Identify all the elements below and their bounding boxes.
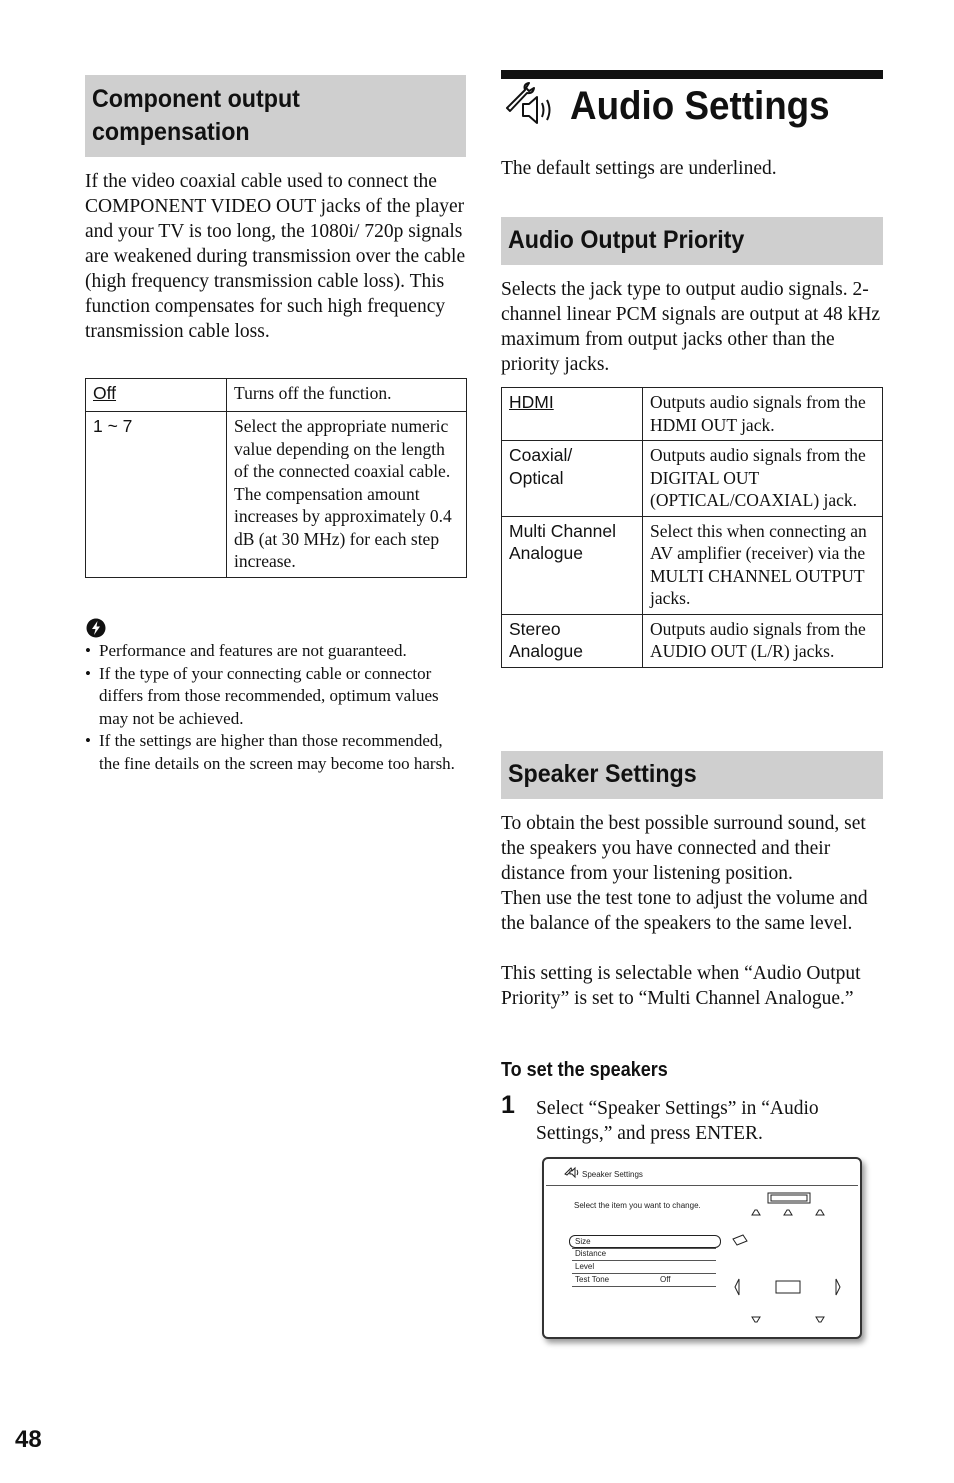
compensation-table	[85, 378, 467, 578]
hint-icon	[86, 618, 106, 638]
default-note: The default settings are underlined.	[501, 158, 777, 179]
menu-label-size: Size	[575, 1237, 591, 1246]
menu-divider	[572, 1273, 716, 1274]
listener-icon	[776, 1281, 800, 1293]
menu-label-distance[interactable]: Distance	[575, 1249, 607, 1258]
table-key: Stereo Analogue	[502, 614, 643, 667]
table-desc: Select the appropriate numeric value depending on the length of the connected coaxial cable. The compensation amount increases by approximately 0.4 dB (at 30 MHz) for each step increase.	[227, 412, 467, 578]
table-row	[502, 441, 883, 517]
audio-output-table	[501, 387, 883, 668]
aop-paragraph: Selects the jack type to output audio signals. 2-channel linear PCM signals are output at 48 kHz maximum from output jacks other than the priority jacks.	[501, 279, 881, 375]
table-row	[86, 379, 467, 412]
screen-prompt: Select the item you want to change.	[574, 1201, 701, 1210]
table-key: 1 ~ 7	[86, 412, 227, 578]
table-desc: Outputs audio signals from the AUDIO OUT (L/R) jacks.	[643, 614, 883, 667]
speaker-rear-left-icon	[752, 1317, 760, 1322]
speaker-front-right-icon	[816, 1210, 824, 1215]
table-row	[502, 516, 883, 614]
screen-divider	[546, 1185, 858, 1186]
table-row	[502, 614, 883, 667]
notes-list	[85, 640, 467, 775]
intro-paragraph: If the video coaxial cable used to connect the COMPONENT VIDEO OUT jacks of the player and your TV is too long, the 1080i/ 720p signals are weakened during transmission over the cable (high frequency transmission cable loss). This function compensates for such high frequency transmission cable loss.	[85, 171, 466, 342]
step-number: 1	[501, 1091, 515, 1119]
table-key: Coaxial/ Optical	[502, 441, 643, 517]
speaker-paragraph-2: Then use the test tone to adjust the volume and the balance of the speakers to the same level.	[501, 888, 868, 934]
section-heading: Audio Output Priority	[508, 226, 745, 254]
table-key: HDMI	[509, 392, 554, 412]
menu-divider	[572, 1286, 716, 1287]
page-number: 48	[15, 1426, 42, 1453]
table-row	[502, 388, 883, 441]
speaker-surround-right-icon	[836, 1279, 840, 1295]
title-rule	[501, 70, 883, 79]
table-key: Off	[93, 383, 117, 403]
subwoofer-icon	[733, 1235, 747, 1245]
subheading: To set the speakers	[501, 1059, 668, 1081]
menu-label-test-tone[interactable]: Test Tone	[575, 1275, 610, 1284]
speaker-surround-left-icon	[735, 1279, 739, 1295]
table-desc: Outputs audio signals from the DIGITAL OUT (OPTICAL/COAXIAL) jack.	[643, 441, 883, 517]
section-heading: Component output compensation	[92, 85, 300, 146]
list-item: • If the type of your connecting cable or connector differs from those recommended, optimum values may not be achieved.	[85, 663, 467, 731]
list-item: • If the settings are higher than those recommended, the fine details on the screen may become too harsh.	[85, 730, 467, 775]
table-desc: Select this when connecting an AV amplifier (receiver) via the MULTI CHANNEL OUTPUT jacks.	[643, 516, 883, 614]
section-header-speaker	[501, 751, 883, 799]
table-desc: Turns off the function.	[227, 379, 467, 412]
menu-item-size[interactable]	[569, 1235, 721, 1248]
table-row	[86, 412, 467, 578]
section-heading: Speaker Settings	[508, 760, 697, 788]
menu-value-test-tone: Off	[660, 1275, 671, 1284]
speaker-front-left-icon	[752, 1210, 760, 1215]
page-title: Audio Settings	[570, 84, 830, 128]
speaker-paragraph-3: This setting is selectable when “Audio Output Priority” is set to “Multi Channel Analogue.”	[501, 963, 861, 1009]
section-header-component	[85, 75, 466, 157]
speaker-center-icon	[784, 1210, 792, 1215]
screen-title: Speaker Settings	[582, 1170, 643, 1179]
speaker-rear-right-icon	[816, 1317, 824, 1322]
table-key: Multi Channel Analogue	[502, 516, 643, 614]
list-item: • Performance and features are not guaranteed.	[85, 640, 467, 663]
section-header-audio-output	[501, 217, 883, 265]
menu-label-level[interactable]: Level	[575, 1262, 595, 1271]
speaker-icon	[564, 1165, 580, 1179]
menu-divider	[572, 1260, 716, 1261]
table-desc: Outputs audio signals from the HDMI OUT jack.	[643, 388, 883, 441]
step-text: Select “Speaker Settings” in “Audio Settings,” and press ENTER.	[536, 1098, 819, 1144]
speaker-layout-diagram	[728, 1189, 856, 1331]
wrench-speaker-icon	[503, 82, 559, 128]
speaker-paragraph-1: To obtain the best possible surround sound, set the speakers you have connected and their distance from your listening position.	[501, 813, 866, 884]
speaker-settings-screen	[542, 1157, 862, 1339]
